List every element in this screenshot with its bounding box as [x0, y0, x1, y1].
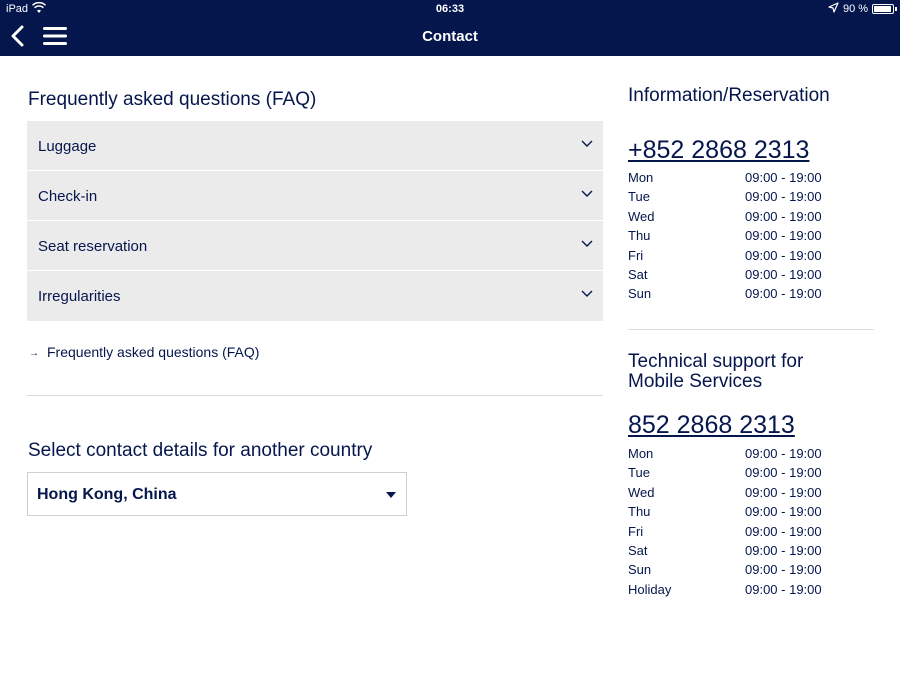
faq-item-irregularities[interactable] — [27, 271, 603, 321]
faq-link[interactable] — [29, 344, 259, 360]
hours-day: Fri — [628, 247, 644, 263]
status-bar — [0, 0, 900, 18]
divider — [27, 395, 603, 396]
hours-day: Holiday — [628, 581, 672, 597]
chevron-down-icon — [581, 190, 593, 198]
support-phone-link[interactable]: 852 2868 2313 — [628, 411, 795, 439]
location-arrow-icon — [828, 2, 839, 13]
support-hours-table — [628, 446, 874, 601]
hours-day: Wed — [628, 484, 655, 500]
hours-row — [628, 189, 874, 208]
page-title: Contact — [422, 28, 478, 45]
battery-percentage: 90 % — [843, 3, 869, 15]
support-heading — [628, 352, 803, 392]
faq-item-label: Check-in — [38, 188, 98, 205]
hours-day: Sun — [628, 286, 652, 302]
hours-time: 09:00 - 19:00 — [745, 286, 822, 302]
faq-item-seat-reservation[interactable] — [27, 221, 603, 271]
hours-row — [628, 543, 874, 562]
hours-time: 09:00 - 19:00 — [745, 189, 822, 205]
hours-row — [628, 504, 874, 523]
support-heading-line1: Technical support for — [628, 351, 804, 372]
hours-row — [628, 582, 874, 601]
hours-day: Tue — [628, 465, 650, 481]
faq-item-check-in[interactable] — [27, 171, 603, 221]
chevron-down-icon — [581, 240, 593, 248]
hours-time: 09:00 - 19:00 — [745, 465, 822, 481]
status-time: 06:33 — [435, 3, 465, 15]
arrow-right-icon: → — [29, 348, 39, 359]
hours-row — [628, 248, 874, 267]
hours-day: Tue — [628, 189, 650, 205]
divider — [628, 329, 874, 330]
faq-item-label: Seat reservation — [38, 238, 148, 255]
hours-row — [628, 465, 874, 484]
battery-icon — [872, 4, 894, 14]
country-select[interactable] — [27, 472, 407, 516]
info-phone-link[interactable]: +852 2868 2313 — [628, 136, 810, 164]
hours-time: 09:00 - 19:00 — [745, 542, 822, 558]
hours-time: 09:00 - 19:00 — [745, 504, 822, 520]
faq-link-label: Frequently asked questions (FAQ) — [47, 344, 260, 360]
hours-row — [628, 562, 874, 581]
hours-row — [628, 485, 874, 504]
hours-day: Thu — [628, 504, 651, 520]
hours-row — [628, 524, 874, 543]
hours-time: 09:00 - 19:00 — [745, 170, 822, 185]
faq-heading: Frequently asked questions (FAQ) — [28, 89, 317, 110]
hours-time: 09:00 - 19:00 — [745, 228, 822, 244]
hours-row — [628, 170, 874, 189]
hours-day: Mon — [628, 170, 654, 185]
country-heading: Select contact details for another country — [28, 440, 373, 461]
dropdown-caret-icon — [386, 492, 396, 498]
hours-day: Sat — [628, 266, 648, 282]
hours-row — [628, 267, 874, 286]
info-heading: Information/Reservation — [628, 85, 830, 106]
faq-item-luggage[interactable] — [27, 121, 603, 171]
hours-row — [628, 286, 874, 305]
top-bar — [0, 0, 900, 56]
hours-day: Sat — [628, 542, 648, 558]
hours-time: 09:00 - 19:00 — [745, 266, 822, 282]
chevron-down-icon — [581, 140, 593, 148]
chevron-down-icon — [581, 290, 593, 298]
hours-day: Mon — [628, 446, 654, 461]
hours-time: 09:00 - 19:00 — [745, 581, 822, 597]
hours-time: 09:00 - 19:00 — [745, 446, 822, 461]
hours-day: Thu — [628, 228, 651, 244]
hours-time: 09:00 - 19:00 — [745, 208, 822, 224]
hours-row — [628, 446, 874, 465]
hours-time: 09:00 - 19:00 — [745, 484, 822, 500]
info-hours-table — [628, 170, 874, 306]
hours-time: 09:00 - 19:00 — [745, 562, 822, 578]
country-select-value: Hong Kong, China — [37, 486, 177, 503]
hours-day: Fri — [628, 523, 644, 539]
faq-item-label: Luggage — [38, 138, 97, 155]
device-name: iPad — [6, 3, 29, 15]
hours-day: Sun — [628, 562, 652, 578]
hours-time: 09:00 - 19:00 — [745, 523, 822, 539]
hours-day: Wed — [628, 208, 655, 224]
hours-row — [628, 228, 874, 247]
faq-item-label: Irregularities — [38, 288, 121, 305]
support-heading-line2: Mobile Services — [628, 371, 763, 392]
faq-list — [27, 121, 603, 321]
hours-time: 09:00 - 19:00 — [745, 247, 822, 263]
hours-row — [628, 209, 874, 228]
